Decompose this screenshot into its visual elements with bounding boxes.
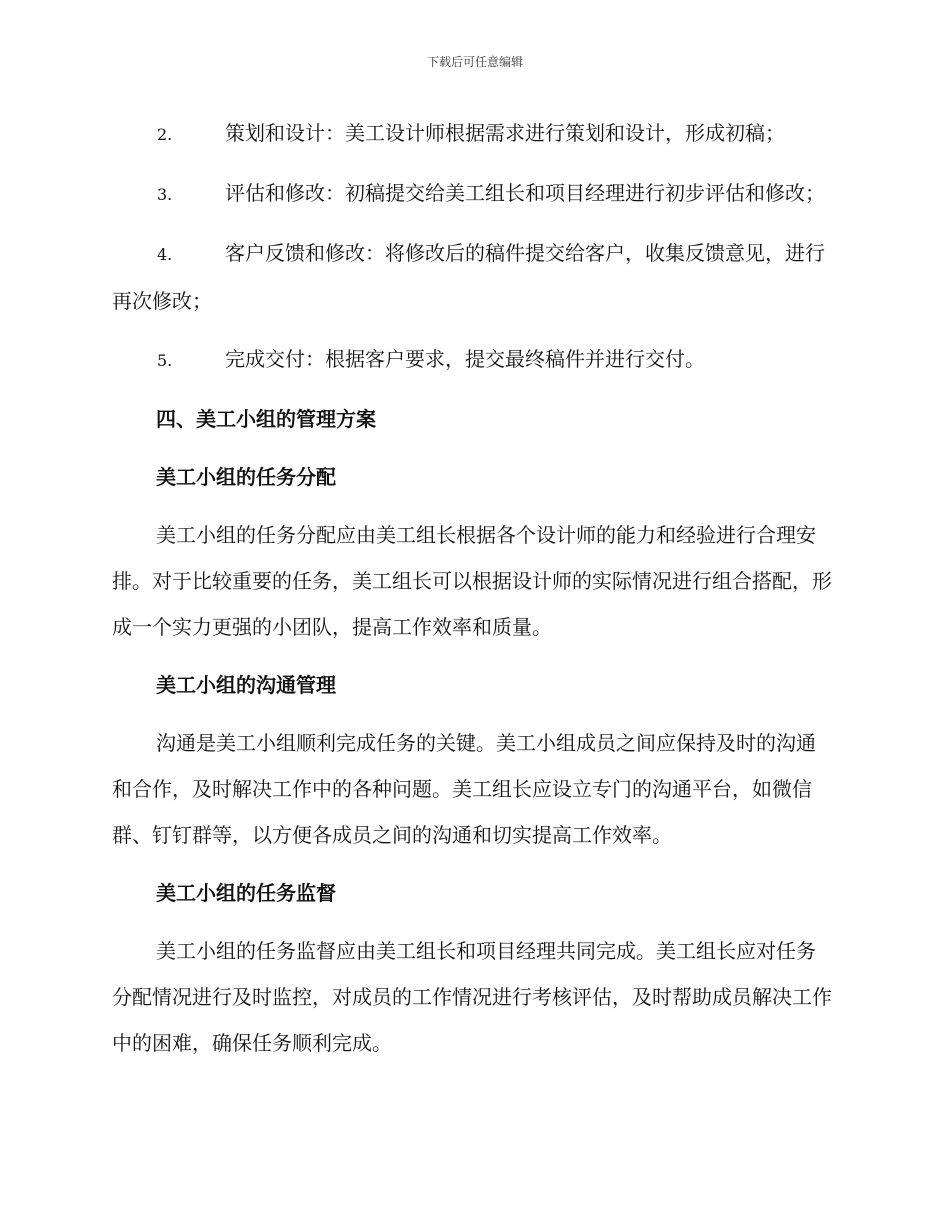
list-number: 5. [157, 351, 173, 370]
list-text: 完成交付：根据客户要求，提交最终稿件并进行交付。 [225, 347, 705, 371]
subsection-title: 美工小组的任务监督 [156, 881, 336, 905]
page-header: 下载后可任意编辑 [426, 55, 523, 69]
list-text: 策划和设计：美工设计师根据需求进行策划和设计，形成初稿； [225, 121, 785, 145]
paragraph: 沟通是美工小组顺利完成任务的关键。美工小组成员之间应保持及时的沟通和合作，及时解决工作中的各种问题。美工组长应设立专门的沟通平台，如微信群、钉钉群等，以方便各成员之间的沟通和切实提高工作效率。 [112, 731, 816, 847]
list-number: 4. [157, 245, 173, 264]
paragraph: 美工小组的任务监督应由美工组长和项目经理共同完成。美工组长应对任务分配情况进行及时监控，对成员的工作情况进行考核评估，及时帮助成员解决工作中的困难，确保任务顺利完成。 [112, 939, 832, 1055]
paragraph: 美工小组的任务分配应由美工组长根据各个设计师的能力和经验进行合理安排。对于比较重要的任务，美工组长可以根据设计师的实际情况进行组合搭配，形成一个实力更强的小团队，提高工作效率和质量。 [112, 523, 832, 639]
list-text: 评估和修改：初稿提交给美工组长和项目经理进行初步评估和修改； [225, 181, 825, 205]
subsection-title: 美工小组的沟通管理 [156, 673, 336, 697]
list-item [112, 336, 832, 384]
list-item [112, 110, 832, 158]
list-item [112, 170, 832, 218]
document-body [112, 110, 832, 1078]
list-number: 3. [157, 185, 173, 204]
list-text: 客户反馈和修改：将修改后的稿件提交给客户，收集反馈意见，进行再次修改； [112, 241, 825, 313]
list-number: 2. [157, 125, 173, 144]
section-title: 四、美工小组的管理方案 [156, 407, 376, 431]
list-item [112, 230, 832, 324]
subsection-title: 美工小组的任务分配 [156, 465, 336, 489]
